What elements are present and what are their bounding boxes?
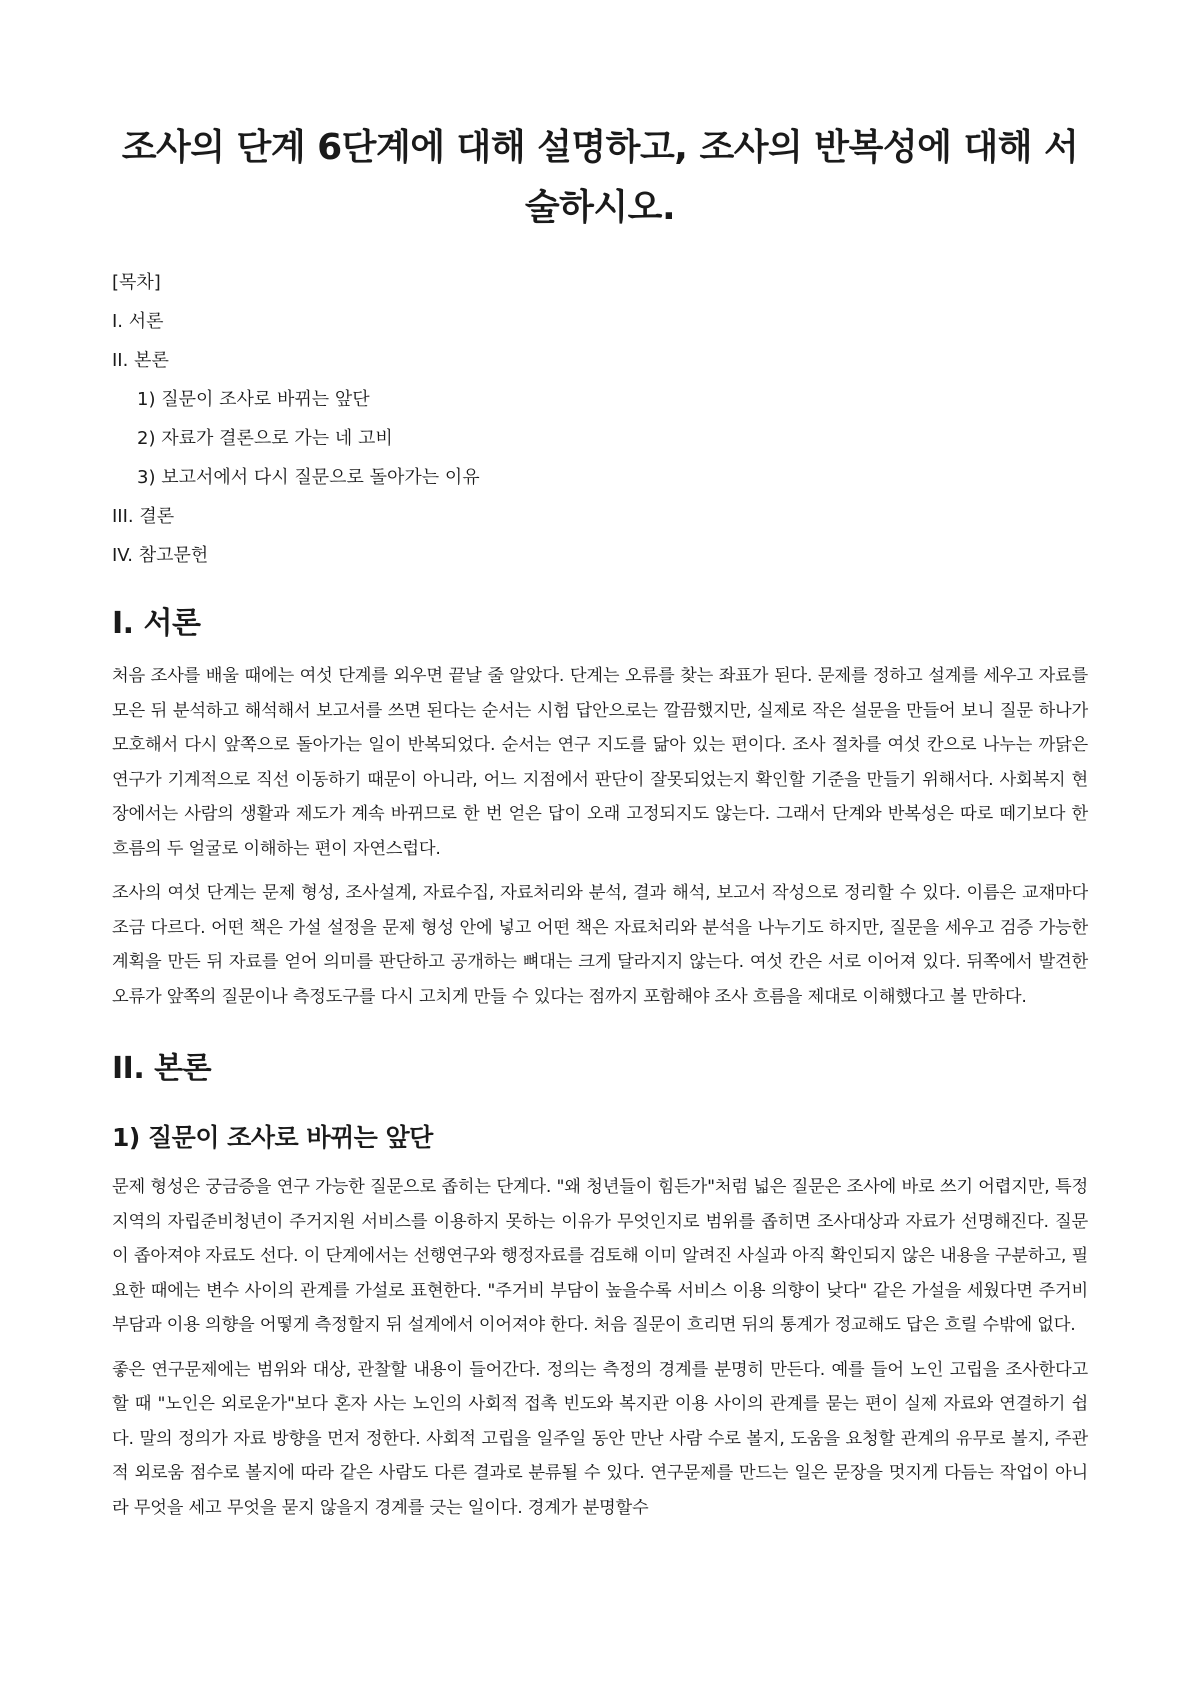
section-heading-body: II. 본론 xyxy=(112,1051,212,1086)
toc-item-introduction: I. 서론 xyxy=(112,311,164,332)
intro-paragraph-2: 조사의 여섯 단계는 문제 형성, 조사설계, 자료수집, 자료처리와 분석, 결과 해석, 보고서 작성으로 정리할 수 있다. 이름은 교재마다 조금 다르다. 어떤 책은 가설 설정을 문제 형성 안에 넣고 어떤 책은 자료처리와 분석을 나누기도 하지만, 질문을 세우고 검증 가능한 계획을 만든 뒤 자료를 얻어 의미를 판단하고 공개하는 뼈대는 크게 달라지지 않는다. 여섯 칸은 서로 이어져 있다. 뒤쪽에서 발견한 오류가 앞쪽의 질문이나 측정도구를 다시 고치게 만들 수 있다는 점까지 포함해야 조사 흐름을 제대로 이해했다고 볼 만하다. xyxy=(112,883,1088,1007)
body-sub1-paragraph-1: 문제 형성은 궁금증을 연구 가능한 질문으로 좁히는 단계다. "왜 청년들이 힘든가"처럼 넓은 질문은 조사에 바로 쓰기 어렵지만, 특정 지역의 자립준비청년이 주거지원 서비스를 이용하지 못하는 이유가 무엇인지로 범위를 좁히면 조사대상과 자료가 선명해진다. 질문이 좁아져야 자료도 선다. 이 단계에서는 선행연구와 행정자료를 검토해 이미 알려진 사실과 아직 확인되지 않은 내용을 구분하고, 필요한 때에는 변수 사이의 관계를 가설로 표현한다. "주거비 부담이 높을수록 서비스 이용 의향이 낮다" 같은 가설을 세웠다면 주거비 부담과 이용 의향을 어떻게 측정할지 뒤 설계에서 이어져야 한다. 처음 질문이 흐리면 뒤의 통계가 정교해도 답은 흐릴 수밖에 없다. xyxy=(112,1177,1088,1335)
toc-heading: [목차] xyxy=(112,272,161,293)
toc-item-references: IV. 참고문헌 xyxy=(112,545,209,566)
toc-item-body-sub-2: 2) 자료가 결론으로 가는 네 고비 xyxy=(137,428,393,449)
toc-item-body-sub-1: 1) 질문이 조사로 바뀌는 앞단 xyxy=(137,389,370,410)
body-sub1-paragraph-2: 좋은 연구문제에는 범위와 대상, 관찰할 내용이 들어간다. 정의는 측정의 경계를 분명히 만든다. 예를 들어 노인 고립을 조사한다고 할 때 "노인은 외로운가"보다 혼자 사는 노인의 사회적 접촉 빈도와 복지관 이용 사이의 관계를 묻는 편이 실제 자료와 연결하기 쉽다. 말의 정의가 자료 방향을 먼저 정한다. 사회적 고립을 일주일 동안 만난 사람 수로 볼지, 도움을 요청할 관계의 유무로 볼지, 주관적 외로움 점수로 볼지에 따라 같은 사람도 다른 결과로 분류될 수 있다. 연구문제를 만드는 일은 문장을 멋지게 다듬는 작업이 아니라 무엇을 세고 무엇을 묻지 않을지 경계를 긋는 일이다. 경계가 분명할수 xyxy=(112,1359,1088,1518)
toc-item-body: II. 본론 xyxy=(112,350,169,371)
toc-item-conclusion: III. 결론 xyxy=(112,506,175,527)
document-title: 조사의 단계 6단계에 대해 설명하고, 조사의 반복성에 대해 서술하시오. xyxy=(121,127,1079,228)
section-heading-introduction: I. 서론 xyxy=(112,606,201,641)
table-of-contents xyxy=(112,270,1088,569)
subsection-heading-1: 1) 질문이 조사로 바뀌는 앞단 xyxy=(112,1123,433,1152)
toc-item-body-sub-3: 3) 보고서에서 다시 질문으로 돌아가는 이유 xyxy=(137,467,480,488)
intro-paragraph-1: 처음 조사를 배울 때에는 여섯 단계를 외우면 끝날 줄 알았다. 단계는 오류를 찾는 좌표가 된다. 문제를 정하고 설계를 세우고 자료를 모은 뒤 분석하고 해석해서 보고서를 쓰면 된다는 순서는 시험 답안으로는 깔끔했지만, 실제로 작은 설문을 만들어 보니 질문 하나가 모호해서 다시 앞쪽으로 돌아가는 일이 반복되었다. 순서는 연구 지도를 닮아 있는 편이다. 조사 절차를 여섯 칸으로 나누는 까닭은 연구가 기계적으로 직선 이동하기 때문이 아니라, 어느 지점에서 판단이 잘못되었는지 확인할 기준을 만들기 위해서다. 사회복지 현장에서는 사람의 생활과 제도가 계속 바뀌므로 한 번 얻은 답이 오래 고정되지도 않는다. 그래서 단계와 반복성은 따로 떼기보다 한 흐름의 두 얼굴로 이해하는 편이 자연스럽다. xyxy=(112,666,1088,859)
